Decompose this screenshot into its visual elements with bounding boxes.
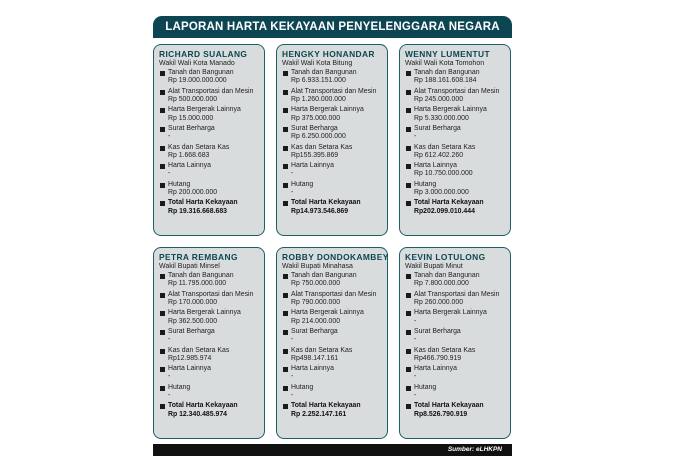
asset-label: Alat Transportasi dan Mesin: [168, 290, 254, 298]
asset-label: Total Harta Kekayaan: [291, 199, 361, 207]
asset-value: -: [414, 317, 417, 325]
asset-label: Surat Berharga: [291, 327, 338, 335]
official-name: RICHARD SUALANG: [159, 49, 248, 59]
official-card: [153, 44, 265, 236]
asset-value: -: [414, 373, 417, 381]
asset-item: [159, 106, 260, 122]
asset-label: Surat Berharga: [291, 124, 338, 132]
bullet-square-icon: [283, 90, 288, 95]
asset-label: Total Harta Kekayaan: [168, 199, 238, 207]
asset-label: Hutang: [168, 383, 191, 391]
asset-item: [405, 88, 506, 104]
asset-item: [282, 384, 383, 400]
asset-label: Tanah dan Bangunan: [168, 272, 234, 280]
asset-label: Hutang: [291, 383, 314, 391]
asset-value: Rp155.395.869: [291, 151, 339, 159]
total-assets-item: [159, 402, 260, 418]
asset-value: Rp202.099.010.444: [414, 207, 475, 215]
asset-item: [282, 125, 383, 141]
asset-value: Rp 6.250.000.000: [291, 133, 346, 141]
bullet-square-icon: [283, 164, 288, 169]
asset-item: [282, 365, 383, 381]
bullet-square-icon: [406, 90, 411, 95]
bullet-square-icon: [160, 367, 165, 372]
asset-label: Hutang: [291, 180, 314, 188]
asset-item: [405, 347, 506, 363]
source-note: Sumber: eLHKPN: [153, 444, 512, 456]
asset-item: [159, 384, 260, 400]
asset-value: -: [291, 188, 294, 196]
asset-value: Rp466.790.919: [414, 354, 462, 362]
asset-item: [282, 144, 383, 160]
asset-item: [405, 384, 506, 400]
asset-item: [282, 328, 383, 344]
asset-label: Kas dan Setara Kas: [291, 346, 353, 354]
asset-label: Tanah dan Bangunan: [414, 272, 480, 280]
bullet-square-icon: [160, 349, 165, 354]
asset-value: Rp 214.000.000: [291, 317, 341, 325]
official-role: Wakil Bupati Minsel: [159, 263, 220, 270]
bullet-square-icon: [160, 330, 165, 335]
asset-value: -: [168, 336, 171, 344]
asset-value: Rp 3.000.000.000: [414, 188, 469, 196]
asset-value: -: [168, 170, 171, 178]
asset-item: [282, 272, 383, 288]
asset-item: [282, 181, 383, 197]
asset-value: -: [414, 336, 417, 344]
bullet-square-icon: [160, 146, 165, 151]
asset-value: Rp12.985.974: [168, 354, 212, 362]
asset-item: [405, 106, 506, 122]
asset-item: [159, 69, 260, 85]
asset-value: Rp 10.750.000.000: [414, 170, 473, 178]
asset-value: -: [168, 373, 171, 381]
asset-item: [405, 328, 506, 344]
bullet-square-icon: [406, 404, 411, 409]
bullet-square-icon: [160, 90, 165, 95]
bullet-square-icon: [406, 367, 411, 372]
bullet-square-icon: [160, 293, 165, 298]
asset-value: Rp14.973.546.869: [291, 207, 349, 215]
asset-label: Alat Transportasi dan Mesin: [414, 87, 500, 95]
asset-item: [282, 309, 383, 325]
bullet-square-icon: [406, 183, 411, 188]
asset-item: [159, 162, 260, 178]
bullet-square-icon: [283, 349, 288, 354]
asset-value: -: [291, 373, 294, 381]
report-title: LAPORAN HARTA KEKAYAAN PENYELENGGARA NEGARA: [153, 16, 512, 38]
asset-value: Rp 15.000.000: [168, 114, 214, 122]
asset-label: Kas dan Setara Kas: [291, 143, 353, 151]
total-assets-item: [282, 402, 383, 418]
asset-value: Rp 170.000.000: [168, 298, 218, 306]
official-role: Wakil Wali Kota Tomohon: [405, 60, 485, 67]
asset-value: Rp 790.000.000: [291, 298, 341, 306]
bullet-square-icon: [283, 146, 288, 151]
total-assets-item: [405, 199, 506, 215]
asset-label: Kas dan Setara Kas: [168, 143, 230, 151]
asset-value: Rp 12.340.485.974: [168, 410, 227, 418]
asset-label: Surat Berharga: [414, 124, 461, 132]
asset-item: [159, 181, 260, 197]
official-name: KEVIN LOTULONG: [405, 252, 486, 262]
bullet-square-icon: [406, 274, 411, 279]
bullet-square-icon: [406, 71, 411, 76]
asset-value: Rp 188.161.608.184: [414, 77, 477, 85]
official-role: Wakil Bupati Minut: [405, 263, 463, 270]
bullet-square-icon: [160, 274, 165, 279]
asset-item: [405, 125, 506, 141]
asset-label: Surat Berharga: [414, 327, 461, 335]
official-card: [276, 247, 388, 439]
asset-label: Kas dan Setara Kas: [168, 346, 230, 354]
asset-label: Tanah dan Bangunan: [291, 272, 357, 280]
official-name: ROBBY DONDOKAMBEY: [282, 252, 389, 262]
asset-label: Harta Bergerak Lainnya: [168, 106, 241, 114]
asset-item: [159, 365, 260, 381]
bullet-square-icon: [406, 108, 411, 113]
asset-label: Hutang: [168, 180, 191, 188]
asset-label: Alat Transportasi dan Mesin: [168, 87, 254, 95]
bullet-square-icon: [283, 201, 288, 206]
asset-label: Harta Lainnya: [414, 365, 457, 373]
asset-label: Alat Transportasi dan Mesin: [291, 87, 377, 95]
asset-label: Harta Bergerak Lainnya: [168, 309, 241, 317]
bullet-square-icon: [406, 293, 411, 298]
asset-label: Hutang: [414, 383, 437, 391]
official-role: Wakil Bupati Minahasa: [282, 263, 353, 270]
bullet-square-icon: [283, 386, 288, 391]
asset-item: [159, 309, 260, 325]
asset-value: -: [291, 336, 294, 344]
asset-label: Harta Lainnya: [291, 162, 334, 170]
bullet-square-icon: [283, 71, 288, 76]
bullet-square-icon: [283, 293, 288, 298]
total-assets-item: [282, 199, 383, 215]
asset-value: Rp 11.795.000.000: [168, 280, 227, 288]
bullet-square-icon: [160, 201, 165, 206]
asset-item: [159, 88, 260, 104]
bullet-square-icon: [160, 404, 165, 409]
asset-item: [282, 106, 383, 122]
asset-item: [405, 144, 506, 160]
asset-value: Rp 612.402.260: [414, 151, 464, 159]
official-role: Wakil Wali Kota Manado: [159, 60, 235, 67]
official-name: HENGKY HONANDAR: [282, 49, 375, 59]
asset-item: [405, 291, 506, 307]
asset-value: Rp 260.000.000: [414, 298, 464, 306]
asset-value: Rp 750.000.000: [291, 280, 341, 288]
bullet-square-icon: [406, 311, 411, 316]
asset-value: Rp 245.000.000: [414, 95, 464, 103]
bullet-square-icon: [283, 330, 288, 335]
asset-item: [159, 144, 260, 160]
total-assets-item: [159, 199, 260, 215]
bullet-square-icon: [283, 274, 288, 279]
asset-item: [159, 328, 260, 344]
asset-label: Surat Berharga: [168, 327, 215, 335]
asset-item: [405, 272, 506, 288]
official-card: [399, 247, 511, 439]
bullet-square-icon: [283, 311, 288, 316]
bullet-square-icon: [406, 386, 411, 391]
asset-label: Kas dan Setara Kas: [414, 143, 476, 151]
bullet-square-icon: [160, 311, 165, 316]
asset-value: Rp 5.330.000.000: [414, 114, 469, 122]
official-role: Wakil Wali Kota Bitung: [282, 60, 353, 67]
bullet-square-icon: [283, 183, 288, 188]
asset-value: -: [291, 170, 294, 178]
asset-label: Harta Lainnya: [168, 365, 211, 373]
asset-label: Total Harta Kekayaan: [291, 402, 361, 410]
asset-value: Rp 1.260.000.000: [291, 95, 346, 103]
asset-item: [405, 309, 506, 325]
asset-value: Rp8.526.790.919: [414, 410, 468, 418]
bullet-square-icon: [283, 108, 288, 113]
asset-value: Rp 7.800.000.000: [414, 280, 469, 288]
asset-value: Rp 200.000.000: [168, 188, 218, 196]
asset-item: [282, 347, 383, 363]
asset-label: Total Harta Kekayaan: [414, 199, 484, 207]
asset-value: Rp 362.500.000: [168, 317, 218, 325]
asset-item: [405, 162, 506, 178]
bullet-square-icon: [406, 164, 411, 169]
asset-label: Total Harta Kekayaan: [414, 402, 484, 410]
asset-value: Rp 375.000.000: [291, 114, 341, 122]
asset-label: Harta Lainnya: [414, 162, 457, 170]
bullet-square-icon: [160, 164, 165, 169]
bullet-square-icon: [160, 108, 165, 113]
asset-value: -: [291, 391, 294, 399]
asset-label: Harta Bergerak Lainnya: [291, 309, 364, 317]
asset-value: Rp 2.252.147.161: [291, 410, 347, 418]
bullet-square-icon: [406, 330, 411, 335]
bullet-square-icon: [406, 201, 411, 206]
official-card: [276, 44, 388, 236]
asset-label: Harta Bergerak Lainnya: [414, 106, 487, 114]
bullet-square-icon: [160, 183, 165, 188]
asset-label: Alat Transportasi dan Mesin: [414, 290, 500, 298]
asset-value: -: [414, 133, 417, 141]
bullet-square-icon: [160, 127, 165, 132]
asset-item: [159, 347, 260, 363]
official-card: [153, 247, 265, 439]
asset-label: Total Harta Kekayaan: [168, 402, 238, 410]
bullet-square-icon: [283, 127, 288, 132]
asset-label: Harta Bergerak Lainnya: [414, 309, 487, 317]
bullet-square-icon: [406, 349, 411, 354]
asset-item: [282, 162, 383, 178]
bullet-square-icon: [283, 404, 288, 409]
asset-value: -: [168, 133, 171, 141]
asset-label: Harta Bergerak Lainnya: [291, 106, 364, 114]
bullet-square-icon: [406, 146, 411, 151]
asset-label: Kas dan Setara Kas: [414, 346, 476, 354]
asset-item: [282, 69, 383, 85]
asset-label: Harta Lainnya: [291, 365, 334, 373]
asset-item: [405, 365, 506, 381]
asset-label: Tanah dan Bangunan: [168, 69, 234, 77]
asset-item: [159, 291, 260, 307]
asset-label: Alat Transportasi dan Mesin: [291, 290, 377, 298]
bullet-square-icon: [283, 367, 288, 372]
official-name: PETRA REMBANG: [159, 252, 238, 262]
bullet-square-icon: [160, 386, 165, 391]
asset-label: Tanah dan Bangunan: [414, 69, 480, 77]
asset-item: [405, 181, 506, 197]
asset-value: Rp 19.000.000.000: [168, 77, 227, 85]
bullet-square-icon: [406, 127, 411, 132]
asset-label: Hutang: [414, 180, 437, 188]
asset-value: Rp 1.668.683: [168, 151, 210, 159]
asset-value: Rp 500.000.000: [168, 95, 218, 103]
total-assets-item: [405, 402, 506, 418]
asset-value: Rp 6.933.151.000: [291, 77, 346, 85]
official-name: WENNY LUMENTUT: [405, 49, 491, 59]
asset-label: Surat Berharga: [168, 124, 215, 132]
asset-item: [282, 88, 383, 104]
asset-value: -: [414, 391, 417, 399]
asset-value: Rp498.147.161: [291, 354, 339, 362]
asset-item: [405, 69, 506, 85]
asset-label: Harta Lainnya: [168, 162, 211, 170]
asset-label: Tanah dan Bangunan: [291, 69, 357, 77]
bullet-square-icon: [160, 71, 165, 76]
asset-value: Rp 19.316.668.683: [168, 207, 227, 215]
asset-item: [159, 272, 260, 288]
asset-item: [282, 291, 383, 307]
asset-value: -: [168, 391, 171, 399]
official-card: [399, 44, 511, 236]
asset-item: [159, 125, 260, 141]
